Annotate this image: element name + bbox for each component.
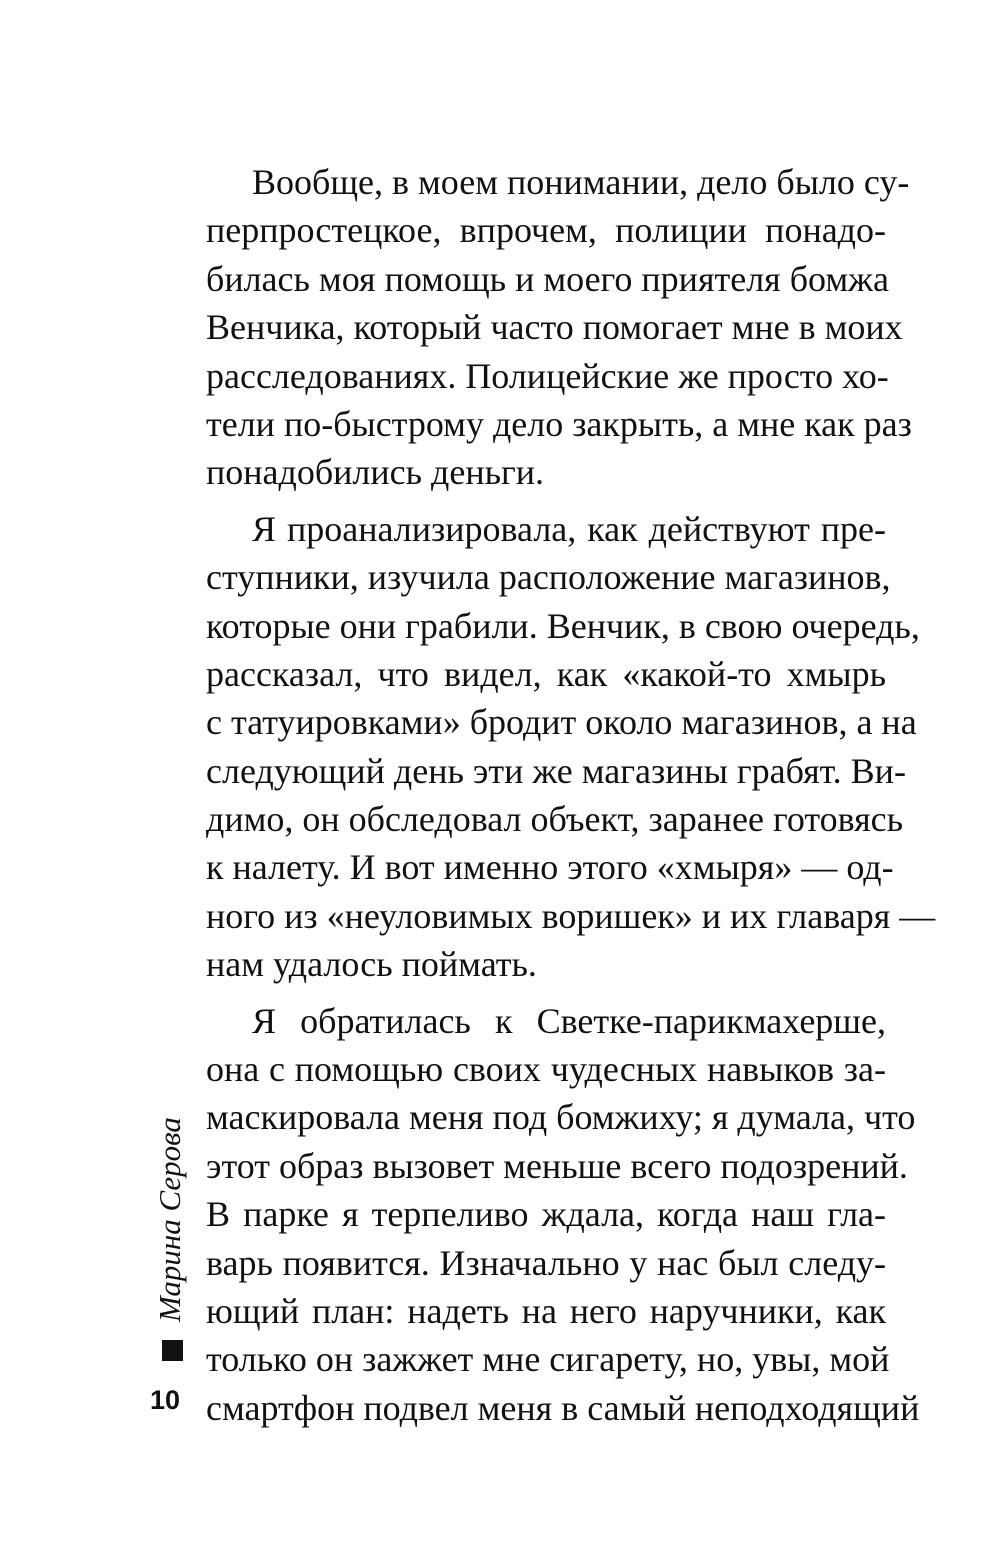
- paragraph: [206, 505, 936, 989]
- text-line: рассказал, что видел, как «какой-то хмырь: [206, 653, 886, 694]
- text-line: Вообще, в моем понимании, дело было су-: [252, 162, 910, 202]
- text-line: с татуировками» бродит около магазинов, а на: [206, 702, 917, 743]
- text-line: тели по-быстрому дело закрыть, а мне как раз: [206, 403, 912, 444]
- body-text: [206, 158, 936, 1432]
- text-line: понадобились деньги.: [206, 452, 545, 493]
- text-line: маскировала меня под бомжиху; я думала, что: [206, 1097, 916, 1138]
- square-marker-icon: [162, 1340, 183, 1361]
- text-line: ступники, изучила расположение магазинов,: [206, 557, 891, 598]
- page-number: 10: [150, 1385, 181, 1415]
- text-line: ного из «неуловимых воришек» и их главаря —: [206, 895, 936, 936]
- text-line: Я обратилась к Светке-парикмахерше,: [252, 1000, 886, 1041]
- text-line: к налету. И вот именно этого «хмыря» — од-: [206, 847, 894, 888]
- text-line: только он зажжет мне сигарету, но, увы, мой: [206, 1339, 890, 1380]
- paragraph: [206, 158, 912, 497]
- text-line: перпростецкое, впрочем, полиции понадо-: [206, 210, 886, 251]
- running-head-author: Марина Серова: [152, 1117, 187, 1322]
- text-line: которые они грабили. Венчик, в свою очередь,: [206, 605, 920, 646]
- text-line: В парке я терпеливо ждала, когда наш гла-: [206, 1194, 886, 1235]
- text-line: Венчика, который часто помогает мне в моих: [206, 307, 903, 348]
- text-line: димо, он обследовал объект, заранее готовясь: [206, 799, 904, 840]
- text-line: ющий план: надеть на него наручники, как: [206, 1290, 886, 1331]
- text-line: билась моя помощь и моего приятеля бомжа: [206, 258, 889, 299]
- text-line: этот образ вызовет меньше всего подозрений.: [206, 1145, 908, 1186]
- text-line: она с помощью своих чудесных навыков за-: [206, 1049, 886, 1090]
- text-line: нам удалось поймать.: [206, 944, 537, 985]
- text-line: следующий день эти же магазины грабят. Ви-: [206, 750, 906, 791]
- text-line: смартфон подвел меня в самый неподходящий: [206, 1387, 920, 1428]
- text-line: Я проанализировала, как действуют пре-: [252, 508, 886, 549]
- paragraph: [206, 997, 920, 1433]
- text-line: расследованиях. Полицейские же просто хо-: [206, 355, 889, 396]
- text-line: варь появится. Изначально у нас был следу-: [206, 1242, 886, 1283]
